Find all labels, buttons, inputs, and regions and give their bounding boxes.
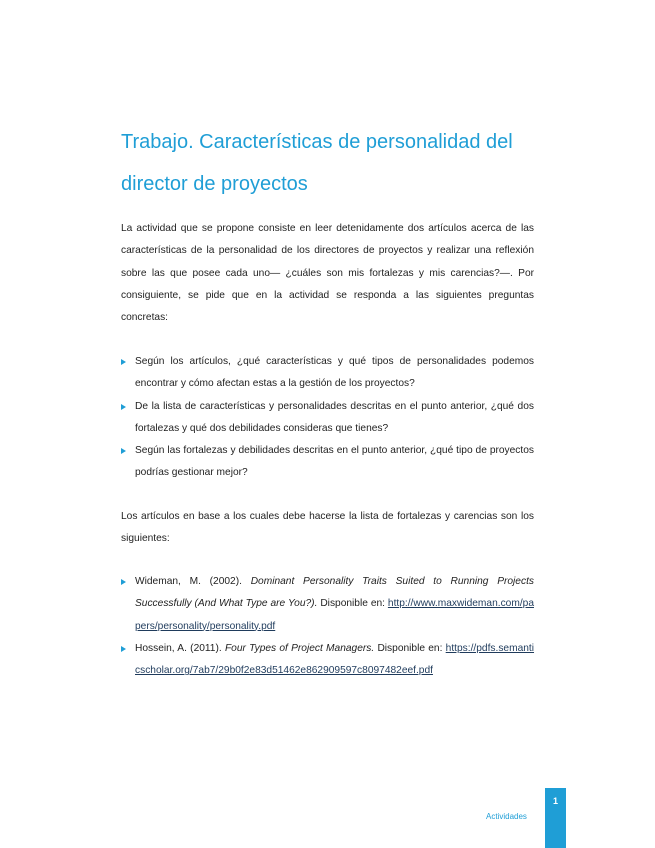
triangle-bullet-icon	[121, 359, 126, 365]
reference-available-label: Disponible en:	[320, 598, 385, 610]
reference-link[interactable]: https://pdfs.semanticscholar.org/7ab7/29b0f2e83d51462e862909597c8097482eef.pdf	[135, 642, 535, 677]
question-text: Según las fortalezas y debilidades descritas en el punto anterior, ¿qué tipo de proyectos podrías gestionar mejor?	[135, 445, 534, 479]
question-text: Según los artículos, ¿qué características y qué tipos de personalidades podemos encontrar y cómo afectan estas a la gestión de los proyectos?	[135, 356, 534, 390]
intro-paragraph: La actividad que se propone consiste en leer detenidamente dos artículos acerca de las características de la personalidad de los directores de proyectos y realizar una reflexión sobre las que posee cada uno— ¿cuáles son mis fortalezas y mis carencias?—. Por consiguiente, se pide que en la actividad se responda a las siguientes preguntas concretas:	[121, 223, 534, 324]
list-item	[121, 440, 534, 485]
reference-link[interactable]: http://www.maxwideman.com/papers/personality/personality.pdf	[135, 598, 534, 632]
articles-intro-paragraph: Los artículos en base a los cuales debe hacerse la lista de fortalezas y carencias son los siguientes:	[121, 511, 534, 545]
reference-title: Dominant Personality Traits Suited to Running Projects Successfully (And What Type are You?).	[135, 576, 534, 610]
references-list	[121, 571, 534, 682]
list-item	[121, 396, 534, 441]
triangle-bullet-icon	[121, 404, 126, 410]
reference-available-label: Disponible en:	[377, 642, 443, 654]
triangle-bullet-icon	[121, 448, 126, 454]
triangle-bullet-icon	[121, 646, 126, 652]
footer-section-label: Actividades	[486, 812, 527, 821]
question-text: De la lista de características y personalidades descritas en el punto anterior, ¿qué dos fortalezas y qué dos debilidades consideras que tienes?	[135, 400, 534, 434]
reference-title: Four Types of Project Managers.	[224, 642, 375, 654]
page-title: Trabajo. Características de personalidad del director de proyectos	[121, 131, 513, 195]
questions-list	[121, 351, 534, 485]
reference-authors: Wideman, M. (2002).	[135, 576, 242, 587]
reference-item	[121, 571, 534, 638]
page-number-tab	[545, 788, 566, 848]
page-number: 1	[552, 796, 558, 806]
triangle-bullet-icon	[121, 579, 126, 585]
list-item	[121, 351, 534, 396]
reference-item	[121, 638, 534, 683]
reference-authors: Hossein, A. (2011).	[135, 642, 222, 654]
